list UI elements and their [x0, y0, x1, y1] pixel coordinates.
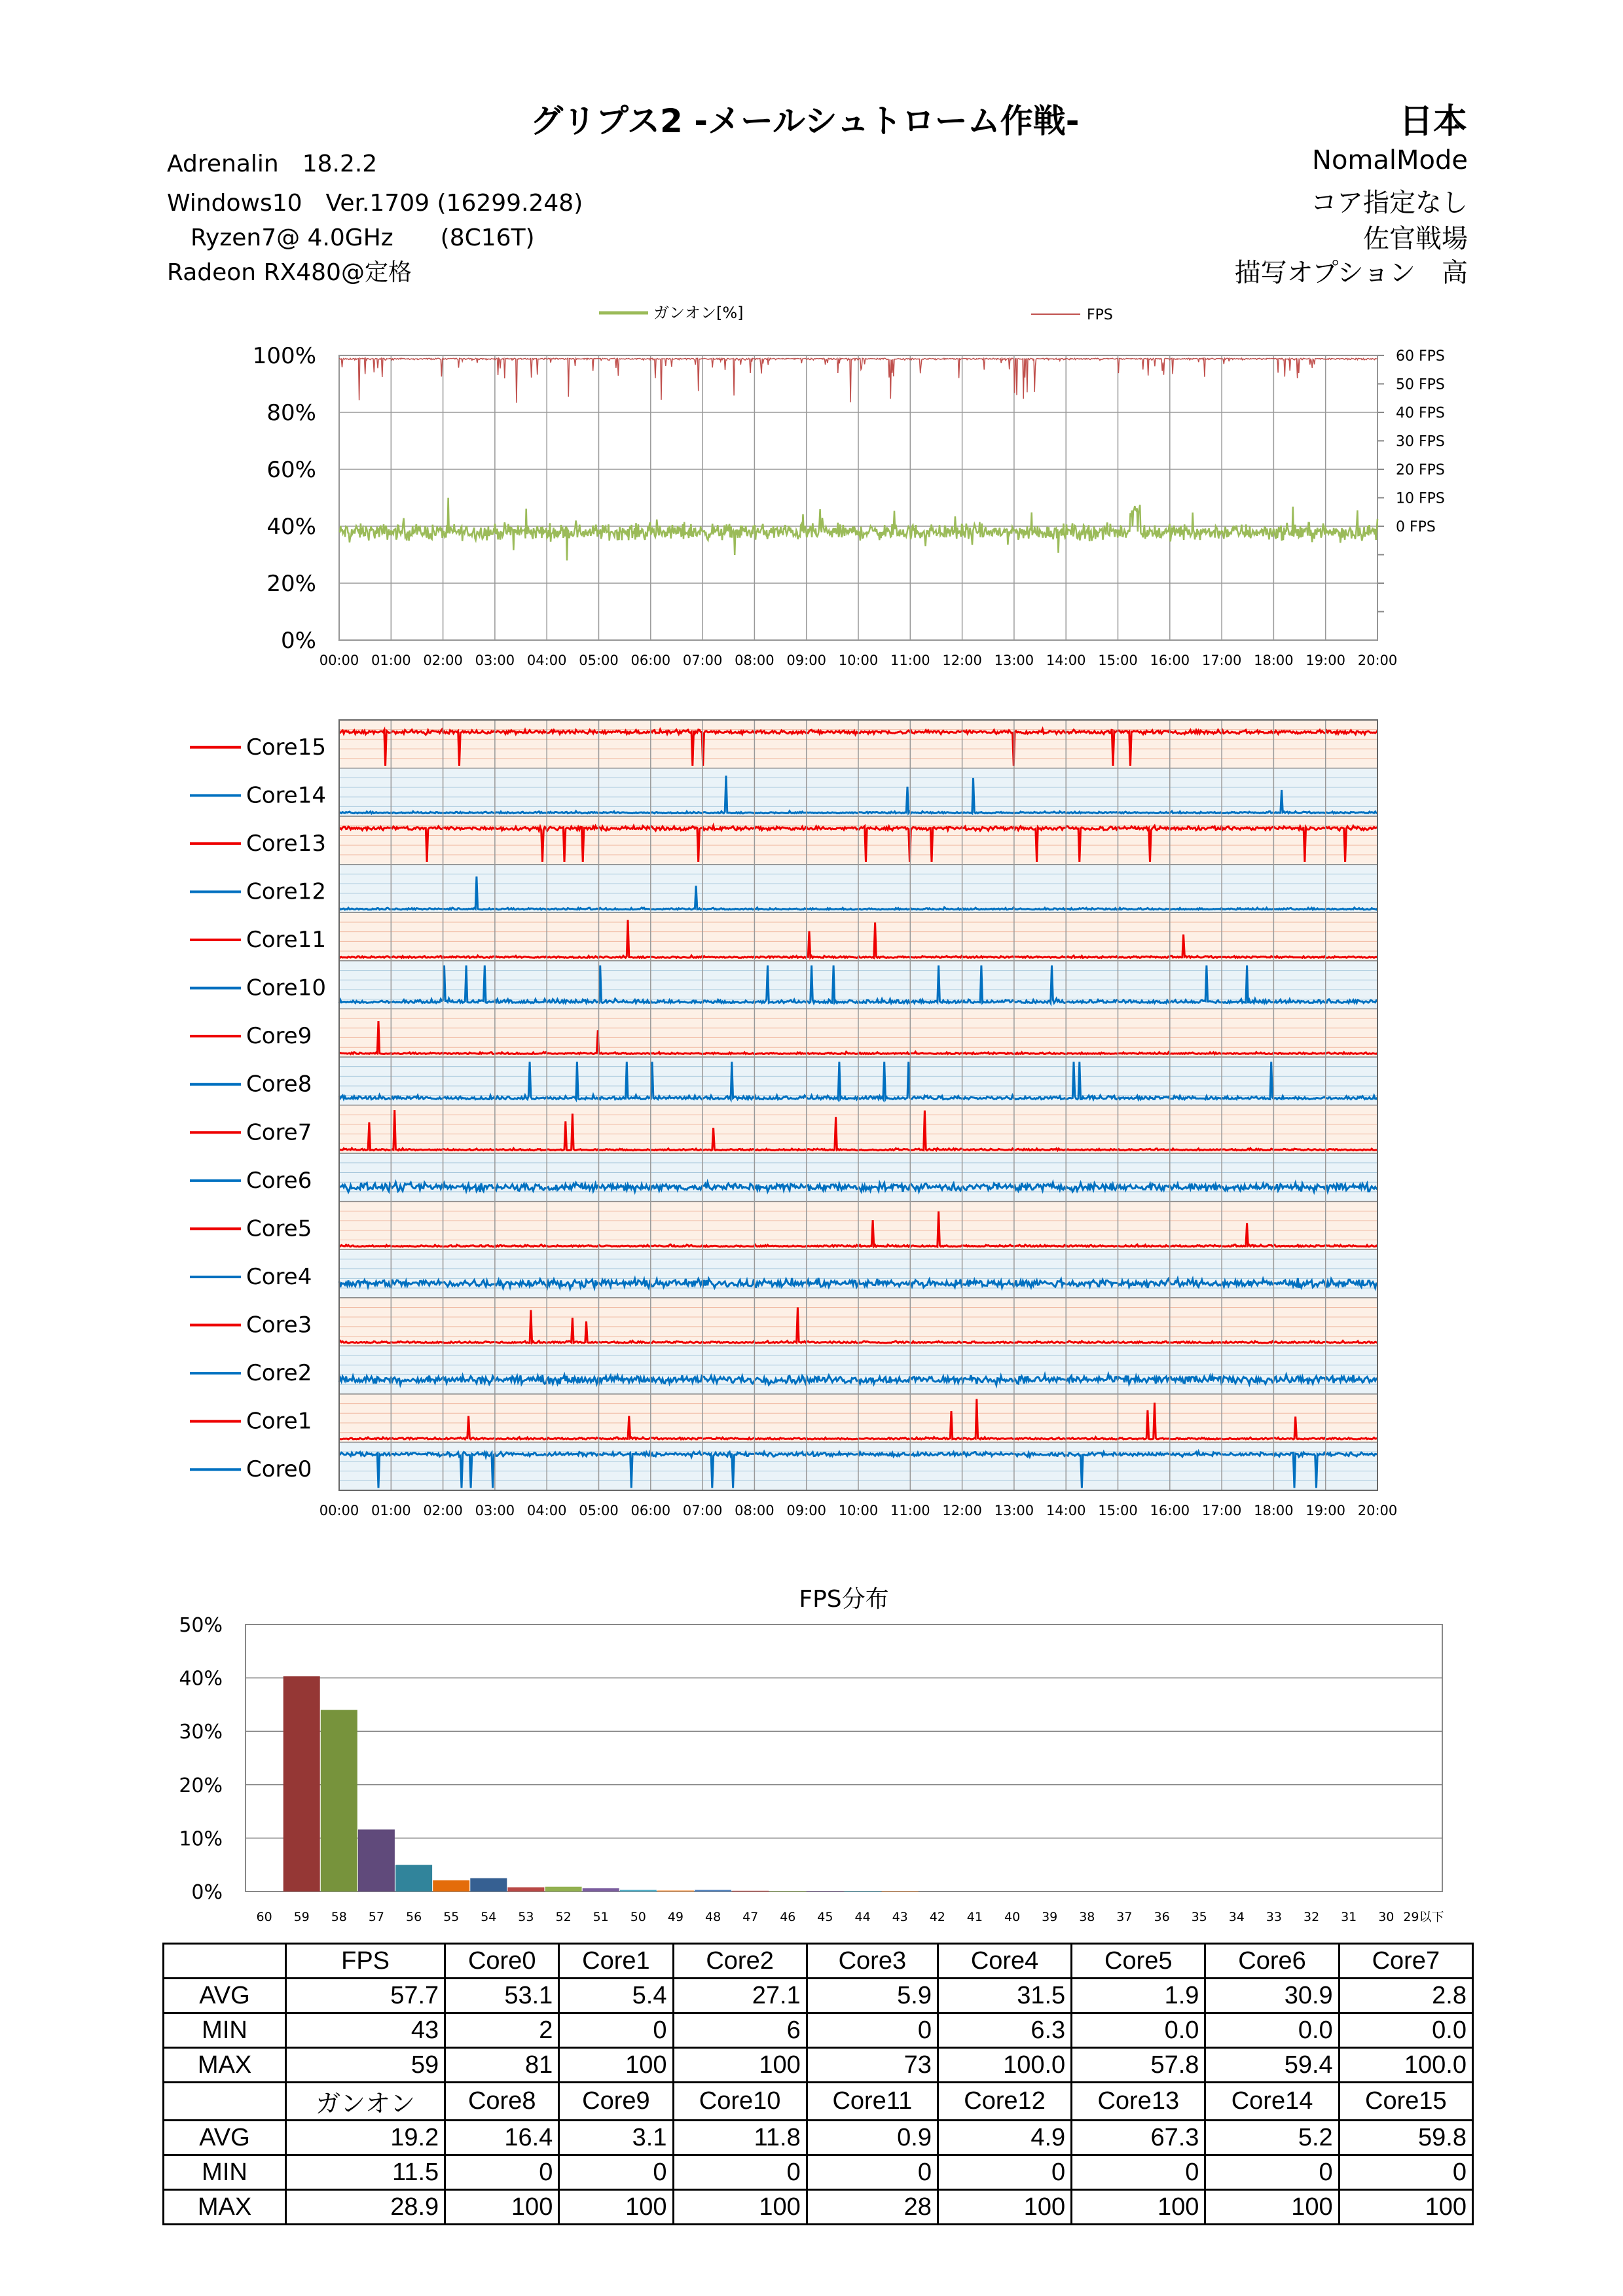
x-tick-label: 33 [1266, 1910, 1282, 1924]
table-cell: 6 [673, 2013, 807, 2048]
x-tick-label: 53 [518, 1910, 534, 1924]
bar-fps-52 [545, 1887, 582, 1892]
y-left-tick-label: 60% [266, 457, 316, 483]
x-tick-label: 52 [555, 1910, 572, 1924]
x-tick-label: 47 [742, 1910, 759, 1924]
table-cell: 5.9 [807, 1979, 938, 2013]
table-cell: 73 [807, 2048, 938, 2083]
x-tick-label: 48 [705, 1910, 721, 1924]
x-tick-label: 46 [780, 1910, 796, 1924]
table-cell: 31.5 [938, 1979, 1071, 2013]
bar-fps-43 [882, 1891, 919, 1892]
table-cell: 57.8 [1072, 2048, 1205, 2083]
x-tick-label: 10:00 [838, 1503, 879, 1518]
legend-label-core12: Core12 [246, 878, 326, 905]
x-tick-label: 17:00 [1201, 1503, 1242, 1518]
bar-fps-56 [395, 1865, 432, 1892]
x-tick-label: 41 [966, 1910, 983, 1924]
mode-label: NomalMode [1312, 145, 1468, 175]
table-cell: 100 [938, 2190, 1071, 2225]
y-tick-label: 50% [179, 1614, 223, 1637]
table-cell: 0 [673, 2155, 807, 2190]
y-tick-label: 20% [179, 1774, 223, 1797]
fps-distribution-chart [0, 1571, 1623, 1937]
table-cell: 0 [1205, 2155, 1339, 2190]
x-tick-label: 08:00 [735, 1503, 775, 1518]
table-cell: Core7 [1339, 1944, 1472, 1979]
x-tick-label: 15:00 [1098, 1503, 1138, 1518]
x-tick-label: 05:00 [579, 653, 619, 668]
x-tick-label: 42 [929, 1910, 945, 1924]
bar-fps-45 [807, 1891, 843, 1892]
y-right-tick-label: 20 FPS [1396, 462, 1445, 478]
x-tick-label: 16:00 [1150, 653, 1190, 668]
bar-fps-57 [358, 1829, 395, 1892]
x-tick-label: 14:00 [1046, 653, 1086, 668]
bar-fps-59 [283, 1676, 320, 1892]
x-tick-label: 08:00 [735, 653, 775, 668]
stats-table [162, 1943, 1474, 2225]
x-tick-label: 56 [406, 1910, 422, 1924]
table-cell: 0.0 [1339, 2013, 1472, 2048]
x-tick-label: 50 [630, 1910, 646, 1924]
x-tick-label: 51 [593, 1910, 609, 1924]
table-cell: 43 [286, 2013, 445, 2048]
table-cell: FPS [286, 1944, 445, 1979]
x-tick-label: 11:00 [890, 1503, 930, 1518]
x-tick-label: 11:00 [890, 653, 930, 668]
table-row [164, 1979, 1473, 2013]
table-row [164, 1944, 1473, 1979]
legend-label-core11: Core11 [246, 927, 326, 954]
table-cell: MIN [164, 2013, 286, 2048]
y-right-tick-label: 50 FPS [1396, 376, 1445, 393]
table-cell: 0.9 [807, 2121, 938, 2155]
table-cell: MAX [164, 2048, 286, 2083]
x-tick-label: 32 [1304, 1910, 1320, 1924]
bar-fps-51 [583, 1888, 619, 1892]
x-tick-label: 02:00 [423, 653, 463, 668]
page-title: グリプス2 -メールシュトローム作戦- [530, 102, 1080, 140]
table-cell: 27.1 [673, 1979, 807, 2013]
x-tick-label: 29以下 [1403, 1910, 1444, 1924]
table-cell: Core3 [807, 1944, 938, 1979]
table-row [164, 2190, 1473, 2225]
table-row [164, 2121, 1473, 2155]
table-cell: 100 [1072, 2190, 1205, 2225]
fps-usage-chart [0, 0, 1623, 694]
table-cell: 0 [807, 2013, 938, 2048]
table-cell: 100 [673, 2190, 807, 2225]
table-cell: 11.8 [673, 2121, 807, 2155]
table-cell: AVG [164, 2121, 286, 2155]
table-cell: Core9 [559, 2083, 673, 2121]
table-cell: 6.3 [938, 2013, 1071, 2048]
legend-label-core10: Core10 [246, 975, 326, 1001]
x-tick-label: 03:00 [475, 1503, 515, 1518]
table-cell: 5.4 [559, 1979, 673, 2013]
table-cell: 0 [445, 2155, 559, 2190]
gpu-info: Radeon RX480@定格 [167, 259, 412, 286]
table-cell: 67.3 [1072, 2121, 1205, 2155]
table-cell: 30.9 [1205, 1979, 1339, 2013]
x-tick-label: 12:00 [942, 653, 982, 668]
table-cell: 0 [938, 2155, 1071, 2190]
table-cell: 100 [1205, 2190, 1339, 2225]
legend-label-core7: Core7 [246, 1119, 312, 1146]
table-cell: 100.0 [1339, 2048, 1472, 2083]
x-tick-label: 37 [1116, 1910, 1133, 1924]
x-tick-label: 43 [892, 1910, 908, 1924]
x-tick-label: 60 [256, 1910, 272, 1924]
y-tick-label: 40% [179, 1667, 223, 1691]
x-tick-label: 03:00 [475, 653, 515, 668]
plot-area [246, 1624, 1442, 1892]
table-cell: Core6 [1205, 1944, 1339, 1979]
x-tick-label: 45 [817, 1910, 833, 1924]
table-cell: 100 [445, 2190, 559, 2225]
x-tick-label: 49 [667, 1910, 684, 1924]
table-cell: 0.0 [1072, 2013, 1205, 2048]
table-cell: Core8 [445, 2083, 559, 2121]
table-cell: 2 [445, 2013, 559, 2048]
x-tick-label: 54 [481, 1910, 497, 1924]
table-cell [164, 1944, 286, 1979]
y-right-tick-label: 10 FPS [1396, 490, 1445, 507]
table-cell: 5.2 [1205, 2121, 1339, 2155]
y-left-tick-label: 100% [252, 343, 316, 369]
table-cell: 0 [559, 2155, 673, 2190]
x-tick-label: 40 [1004, 1910, 1021, 1924]
x-tick-label: 06:00 [630, 653, 671, 668]
x-tick-label: 58 [331, 1910, 347, 1924]
y-tick-label: 10% [179, 1827, 223, 1851]
x-tick-label: 02:00 [423, 1503, 463, 1518]
x-tick-label: 07:00 [682, 653, 723, 668]
x-tick-label: 13:00 [994, 653, 1034, 668]
legend-label-core8: Core8 [246, 1071, 312, 1098]
x-tick-label: 57 [368, 1910, 384, 1924]
x-tick-label: 39 [1042, 1910, 1058, 1924]
y-right-tick-label: 40 FPS [1396, 405, 1445, 422]
x-tick-label: 09:00 [786, 1503, 826, 1518]
table-cell: Core0 [445, 1944, 559, 1979]
table-cell: Core10 [673, 2083, 807, 2121]
table-cell: 4.9 [938, 2121, 1071, 2155]
legend-label-core1: Core1 [246, 1408, 312, 1435]
table-cell: 59.4 [1205, 2048, 1339, 2083]
x-tick-label: 20:00 [1357, 653, 1398, 668]
x-tick-label: 07:00 [682, 1503, 723, 1518]
x-tick-label: 10:00 [838, 653, 879, 668]
table-cell: 100 [1339, 2190, 1472, 2225]
x-tick-label: 12:00 [942, 1503, 982, 1518]
table-cell: MIN [164, 2155, 286, 2190]
x-tick-label: 00:00 [319, 653, 359, 668]
x-tick-label: 20:00 [1357, 1503, 1398, 1518]
y-right-tick-label: 60 FPS [1396, 348, 1445, 365]
table-cell: MAX [164, 2190, 286, 2225]
table-cell: Core12 [938, 2083, 1071, 2121]
table-cell: 0.0 [1205, 2013, 1339, 2048]
bar-fps-54 [470, 1878, 507, 1892]
legend-label-core15: Core15 [246, 734, 326, 761]
table-cell: ガンオン [286, 2083, 445, 2121]
table-cell: 100 [559, 2190, 673, 2225]
table-cell: 81 [445, 2048, 559, 2083]
table-cell: 59 [286, 2048, 445, 2083]
table-cell [164, 2083, 286, 2121]
table-cell: 0 [1339, 2155, 1472, 2190]
table-cell: 11.5 [286, 2155, 445, 2190]
x-tick-label: 59 [293, 1910, 310, 1924]
x-tick-label: 19:00 [1305, 1503, 1345, 1518]
bar-fps-53 [507, 1888, 544, 1892]
table-cell: 100 [559, 2048, 673, 2083]
table-cell: 16.4 [445, 2121, 559, 2155]
bar-fps-48 [695, 1890, 731, 1892]
x-tick-label: 13:00 [994, 1503, 1034, 1518]
x-tick-label: 04:00 [526, 1503, 567, 1518]
x-tick-label: 19:00 [1305, 653, 1345, 668]
bar-fps-55 [433, 1880, 469, 1892]
x-tick-label: 04:00 [526, 653, 567, 668]
legend-gunon-label: ガンオン[%] [653, 304, 744, 322]
y-left-tick-label: 20% [266, 571, 316, 597]
table-cell: Core15 [1339, 2083, 1472, 2121]
table-cell: 59.8 [1339, 2121, 1472, 2155]
table-cell: 28 [807, 2190, 938, 2225]
os-version: Windows10 Ver.1709 (16299.248) [167, 190, 583, 217]
table-cell: 0 [559, 2013, 673, 2048]
table-cell: Core1 [559, 1944, 673, 1979]
x-tick-label: 17:00 [1201, 653, 1242, 668]
x-tick-label: 18:00 [1254, 1503, 1294, 1518]
x-tick-label: 18:00 [1254, 653, 1294, 668]
core-usage-chart [0, 694, 1623, 1545]
table-cell: 1.9 [1072, 1979, 1205, 2013]
x-tick-label: 38 [1079, 1910, 1095, 1924]
bar-fps-47 [732, 1891, 769, 1892]
core-assign-label: コア指定なし [1311, 188, 1468, 218]
x-tick-label: 14:00 [1046, 1503, 1086, 1518]
legend-label-core14: Core14 [246, 782, 326, 809]
country-label: 日本 [1398, 102, 1467, 141]
y-left-tick-label: 0% [281, 628, 316, 654]
table-cell: 2.8 [1339, 1979, 1472, 2013]
y-right-tick-label: 30 FPS [1396, 433, 1445, 450]
bar-fps-46 [769, 1891, 806, 1892]
bar-fps-44 [845, 1891, 881, 1892]
bar-fps-49 [657, 1890, 694, 1892]
table-cell: 100.0 [938, 2048, 1071, 2083]
x-tick-label: 00:00 [319, 1503, 359, 1518]
x-tick-label: 55 [443, 1910, 460, 1924]
x-tick-label: 05:00 [579, 1503, 619, 1518]
legend-fps-label: FPS [1087, 307, 1113, 323]
x-tick-label: 15:00 [1098, 653, 1138, 668]
x-tick-label: 06:00 [630, 1503, 671, 1518]
legend-label-core3: Core3 [246, 1312, 312, 1338]
bar-fps-50 [620, 1890, 657, 1892]
table-cell: 57.7 [286, 1979, 445, 2013]
driver-version: Adrenalin 18.2.2 [167, 151, 378, 177]
table-row [164, 2083, 1473, 2121]
table-cell: 3.1 [559, 2121, 673, 2155]
legend-label-core5: Core5 [246, 1215, 312, 1242]
legend-label-core9: Core9 [246, 1023, 312, 1050]
table-cell: Core11 [807, 2083, 938, 2121]
legend-label-core13: Core13 [246, 830, 326, 857]
y-tick-label: 30% [179, 1721, 223, 1744]
table-cell: Core4 [938, 1944, 1071, 1979]
table-cell: 19.2 [286, 2121, 445, 2155]
x-tick-label: 34 [1228, 1910, 1245, 1924]
legend-label-core2: Core2 [246, 1360, 312, 1387]
table-row [164, 2048, 1473, 2083]
table-row [164, 2155, 1473, 2190]
x-tick-label: 31 [1341, 1910, 1357, 1924]
x-tick-label: 30 [1378, 1910, 1395, 1924]
x-tick-label: 09:00 [786, 653, 826, 668]
render-option-label: 描写オプション 高 [1234, 258, 1468, 288]
table-row [164, 2013, 1473, 2048]
table-cell: Core2 [673, 1944, 807, 1979]
battlefield-label: 佐官戦場 [1363, 224, 1468, 254]
table-cell: Core13 [1072, 2083, 1205, 2121]
y-tick-label: 0% [191, 1881, 223, 1904]
x-tick-label: 36 [1154, 1910, 1170, 1924]
x-tick-label: 01:00 [371, 1503, 411, 1518]
chart-title: FPS分布 [799, 1586, 889, 1613]
x-tick-label: 01:00 [371, 653, 411, 668]
legend-label-core4: Core4 [246, 1263, 312, 1290]
table-cell: AVG [164, 1979, 286, 2013]
table-cell: 0 [1072, 2155, 1205, 2190]
table-cell: Core5 [1072, 1944, 1205, 1979]
y-left-tick-label: 40% [266, 514, 316, 540]
x-tick-label: 16:00 [1150, 1503, 1190, 1518]
table-cell: 53.1 [445, 1979, 559, 2013]
x-tick-label: 44 [854, 1910, 871, 1924]
table-cell: Core14 [1205, 2083, 1339, 2121]
y-left-tick-label: 80% [266, 400, 316, 426]
table-cell: 0 [807, 2155, 938, 2190]
y-right-tick-label: 0 FPS [1396, 519, 1436, 535]
table-cell: 100 [673, 2048, 807, 2083]
legend-label-core6: Core6 [246, 1167, 312, 1194]
cpu-info: Ryzen7@ 4.0GHz (8C16T) [167, 224, 535, 251]
bar-fps-58 [321, 1710, 357, 1892]
x-tick-label: 35 [1191, 1910, 1207, 1924]
legend-label-core0: Core0 [246, 1456, 312, 1483]
table-cell: 28.9 [286, 2190, 445, 2225]
